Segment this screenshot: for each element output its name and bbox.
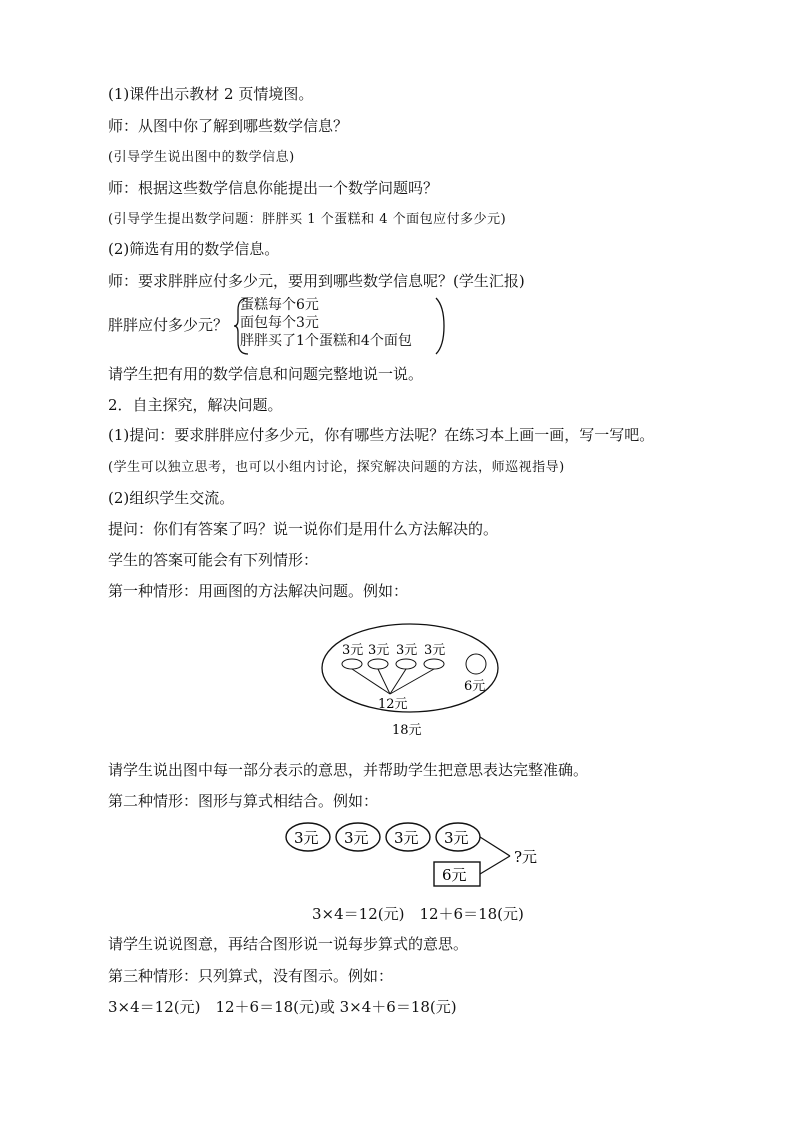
bread-oval-label: 3元 xyxy=(444,829,469,847)
text-line: 师：从图中你了解到哪些数学信息？ xyxy=(108,117,349,135)
bread-label: 3元 xyxy=(396,643,418,658)
bread-label: 3元 xyxy=(424,643,446,658)
bread-icon xyxy=(424,659,444,669)
bread-icon xyxy=(396,659,416,669)
bread-label: 3元 xyxy=(368,643,390,658)
equation-line: 3×4＝12(元) 12＋6＝18(元)或 3×4＋6＝18(元) xyxy=(108,998,457,1016)
total-oval xyxy=(322,624,498,712)
text-line: 第三种情形：只列算式，没有图示。例如： xyxy=(108,967,394,985)
text-line: 请学生说出图中每一部分表示的意思，并帮助学生把意思表达完整准确。 xyxy=(108,761,589,779)
brace-items xyxy=(240,296,412,350)
text-line-note: (学生可以独立思考，也可以小组内讨论，探究解决问题的方法，师巡视指导) xyxy=(108,460,565,475)
text-line: 师：要求胖胖应付多少元，要用到哪些数学信息呢？(学生汇报) xyxy=(108,272,525,290)
brace-item: 胖胖买了1个蛋糕和4个面包 xyxy=(240,333,412,349)
figure-shapes-equation xyxy=(284,820,554,892)
bread-label: 3元 xyxy=(342,643,364,658)
brace-question: 胖胖应付多少元？ xyxy=(108,316,229,334)
bread-icon xyxy=(368,659,388,669)
text-line: 学生的答案可能会有下列情形： xyxy=(108,551,319,569)
brace-item: 面包每个3元 xyxy=(240,315,319,331)
bread-oval-label: 3元 xyxy=(294,829,319,847)
info-brace-block xyxy=(108,296,448,356)
text-line-note: (引导学生提出数学问题：胖胖买 1 个蛋糕和 4 个面包应付多少元) xyxy=(108,212,507,227)
text-line: 请学生把有用的数学信息和问题完整地说一说。 xyxy=(108,365,424,383)
question-label: ?元 xyxy=(514,848,538,866)
equation-line: 3×4＝12(元) 12＋6＝18(元) xyxy=(312,905,524,923)
cake-icon xyxy=(466,654,486,674)
total-label: 18元 xyxy=(392,723,422,738)
bread-icon xyxy=(342,659,362,669)
cake-label: 6元 xyxy=(464,679,486,694)
subtotal-label: 12元 xyxy=(378,697,408,712)
text-line: 请学生说说图意，再结合图形说一说每步算式的意思。 xyxy=(108,935,469,953)
cake-box-label: 6元 xyxy=(442,866,467,884)
figure-oval-diagram xyxy=(318,620,508,745)
brace-item: 蛋糕每个6元 xyxy=(240,297,319,313)
text-line: 2．自主探究，解决问题。 xyxy=(108,396,283,414)
bread-oval-label: 3元 xyxy=(394,829,419,847)
bread-oval-label: 3元 xyxy=(344,829,369,847)
text-line: (1)提问：要求胖胖应付多少元，你有哪些方法呢？在练习本上画一画，写一写吧。 xyxy=(108,426,655,444)
text-line: 第二种情形：图形与算式相结合。例如： xyxy=(108,792,379,810)
text-line: (1)课件出示教材 2 页情境图。 xyxy=(108,85,314,103)
text-line: (2)筛选有用的数学信息。 xyxy=(108,240,280,258)
text-line: 师：根据这些数学信息你能提出一个数学问题吗？ xyxy=(108,179,439,197)
text-line: 提问：你们有答案了吗？说一说你们是用什么方法解决的。 xyxy=(108,520,499,538)
text-line-note: (引导学生说出图中的数学信息) xyxy=(108,150,295,165)
text-line: (2)组织学生交流。 xyxy=(108,489,235,507)
text-line: 第一种情形：用画图的方法解决问题。例如： xyxy=(108,582,409,600)
